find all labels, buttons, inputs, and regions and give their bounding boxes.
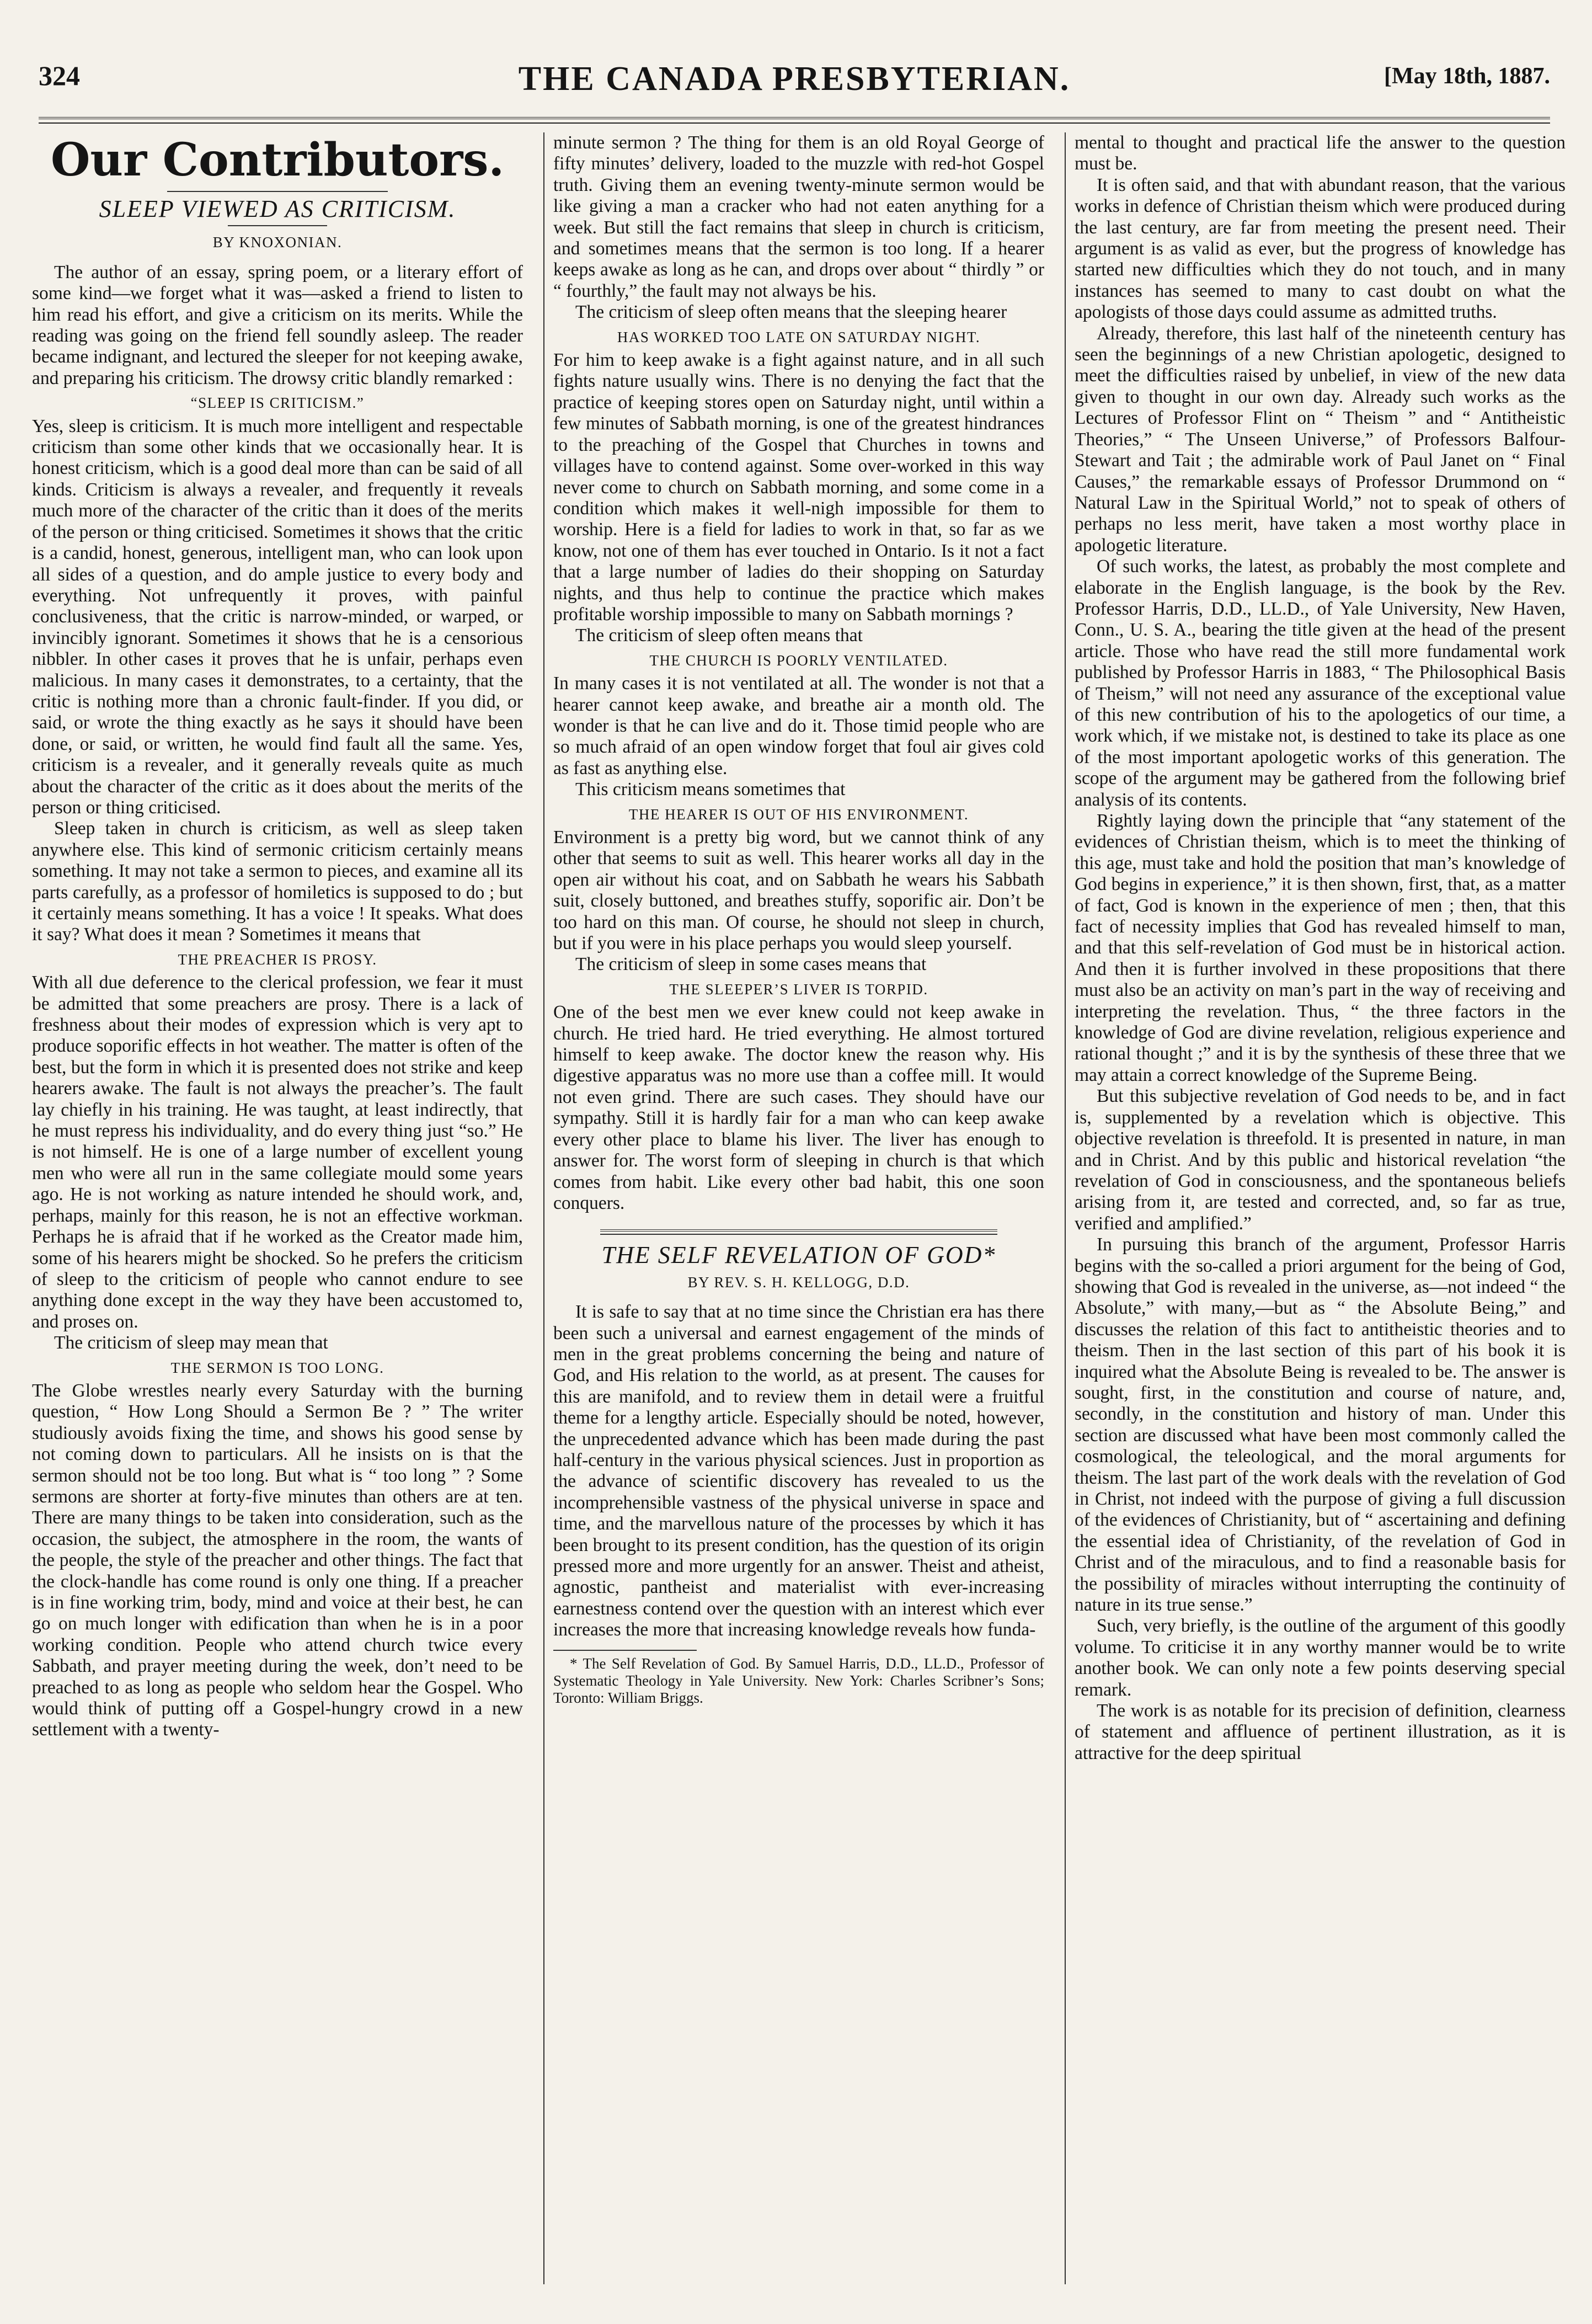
- subhead: THE SERMON IS TOO LONG.: [170, 1359, 384, 1376]
- paragraph: Rightly laying down the principle that “any statement of the evidences of Christian theism, which is to meet the thinking of this age, must take and hold the position that man’s knowledge of God begins in experience,” it is then shown, first, that, as a matter of fact, God is known in the experience of men ; then, that this fact of necessity implies that God has revealed himself to man, and that this self-revelation of God must be in historical action. And then it is further involved in these propositions that there must also be an activity on man’s part in the way of receiving and interpreting the revelation. Thus, “ the three factors in the knowledge of God are divine revelation, religious experience and rational thought ;” and it is by the synthesis of these three that we may attain a correct knowledge of the Supreme Being.: [1075, 811, 1566, 1085]
- paragraph: But this subjective revelation of God needs to be, and in fact is, supplemented by a revelation which is objective. This objective revelation is threefold. It is presented in nature, in man and in Christ. And by this public and historical revelation “the revelation of God in consciousness, and the spontaneous beliefs arising from it, are tested and corrected, and, so far as true, verified and amplified.”: [1075, 1086, 1566, 1234]
- column-3: [1075, 132, 1566, 2295]
- paragraph: In many cases it is not ventilated at all. The wonder is not that a hearer cannot keep awake, and breathe air a month old. The wonder is that he can live and do it. Those timid people who are so much afraid of an open window forget that foul air gives cold as fast as anything else.: [553, 673, 1044, 779]
- section-title: Our Contributors.: [50, 134, 505, 186]
- article-title: SLEEP VIEWED AS CRITICISM.: [99, 195, 456, 222]
- footnote-rule: [553, 1650, 697, 1651]
- column-divider: [543, 132, 544, 2284]
- column-1: [32, 132, 523, 2295]
- paragraph: This criticism means sometimes that: [575, 779, 846, 800]
- column-2: [553, 132, 1044, 2295]
- paragraph: mental to thought and practical life the answer to the question must be.: [1075, 132, 1566, 174]
- article-title: THE SELF REVELATION OF GOD*: [601, 1241, 996, 1269]
- paragraph: With all due deference to the clerical profession, we fear it must be admitted that some preachers are prosy. There is a lack of freshness about their modes of expression which is very apt to produce soporific effects in hot weather. The matter is often of the best, but the form in which it is presented does not strike and keep hearers awake. The fault is not always the preacher’s. The fault lay chiefly in his training. He was taught, at least indirectly, that he must repress his individuality, and do every thing just “so.” He is not himself. He is one of a large number of excellent young men who were all run in the same collegiate mould some years ago. He is not working as nature intended he should work, and, perhaps, mainly for this reason, he is not an effective workman. Perhaps he is afraid that if he worked as the Creator made him, some of his hearers might be shocked. So he prefers the criticism of sleep to the criticism of people who cannot endure to see anything done except in the way they have been accustomed to, and proses on.: [32, 972, 523, 1332]
- paragraph: The criticism of sleep in some cases means that: [575, 954, 927, 975]
- subhead: THE HEARER IS OUT OF HIS ENVIRONMENT.: [628, 806, 969, 823]
- page-header: [39, 60, 1550, 109]
- paragraph: The Globe wrestles nearly every Saturday with the burning question, “ How Long Should a Sermon Be ? ” The writer studiously avoids fixing the time, and shows his good sense by not coming down to particulars. All he insists on is that the sermon should not be too long. But what is “ too long ” ? Some sermons are shorter at forty-five minutes than others are at ten. There are many things to be taken into consideration, such as the occasion, the subject, the atmosphere in the room, the wants of the people, the style of the preacher and other things. The fact that the clock-handle has come round is only one thing. If a preacher is in fine working trim, body, mind and voice at their best, he can go on much longer with edification than when he is in a poor working condition. People who attend church twice every Sabbath, and prayer meeting during the week, don’t need to be preached to as long as people who seldom hear the Gospel. Who would think of putting off a Gospel-hungry crowd in a new settlement with a twenty-: [32, 1380, 523, 1740]
- paragraph: Environment is a pretty big word, but we cannot think of any other that seems to suit as well. This hearer works all day in the open air without his coat, and on Sabbath he wears his Sabbath suit, closely buttoned, and breathes stuffy, soporific air. Don’t be too hard on this man. Of course, he should not sleep in church, but if you were in his place perhaps you would sleep yourself.: [553, 827, 1044, 954]
- paragraph: Already, therefore, this last half of the nineteenth century has seen the beginnings of a new Christian apologetic, designed to meet the difficulties raised by unbelief, in view of the new data given to thought in our own day. Already such works as the Lectures of Professor Flint on “ Theism ” and “ Antitheistic Theories,” “ The Unseen Universe,” of Professors Balfour-Stewart and Tait ; the admirable work of Paul Janet on “ Final Causes,” the remarkable essays of Professor Drummond on “ Natural Law in the Spiritual World,” not to speak of others of perhaps no less merit, have taken a most worthy place in apologetic literature.: [1075, 323, 1566, 556]
- paragraph: Of such works, the latest, as probably the most complete and elaborate in the English language, is the book by the Rev. Professor Harris, D.D., LL.D., of Yale University, New Haven, Conn., U. S. A., bearing the title given at the head of the present article. Those who have read the still more fundamental work published by Professor Harris in 1883, “ The Philosophical Basis of Theism,” will not need any assurance of the exceptional value of this new contribution of his to the apologetics of our time, a work which, if we mistake not, is destined to take its place as one of the most important apologetic works of this generation. The scope of the argument may be gathered from the following brief analysis of its contents.: [1075, 556, 1566, 810]
- paragraph: The author of an essay, spring poem, or a literary effort of some kind—we forget what it was—asked a friend to listen to him read his effort, and give a criticism on its merits. While the reading was going on the friend fell soundly asleep. The reader became indignant, and lectured the sleeper for not keeping awake, and preparing his criticism. The drowsy critic blandly remarked :: [32, 262, 523, 388]
- paragraph: It is often said, and that with abundant reason, that the various works in defence of Christian theism which were produced during the last century, are far from meeting the present need. Their argument is as valid as ever, but the progress of knowledge has started new difficulties which they do not touch, and in many instances has seemed to many to cast doubt on what the apologists of those days could assume as admitted truths.: [1075, 174, 1566, 323]
- paragraph: Sleep taken in church is criticism, as well as sleep taken anywhere else. This kind of sermonic criticism certainly means something. It may not take a sermon to pieces, and examine all its parts carefully, as a professor of homiletics is supposed to do ; but it certainly means something. It has a voice ! It speaks. What does it say? What does it mean ? Sometimes it means that: [32, 818, 523, 945]
- paragraph: Yes, sleep is criticism. It is much more intelligent and respectable criticism than some other kinds that we occasionally hear. It is honest criticism, which is a good deal more than can be said of all kinds. Criticism is always a revealer, and frequently it reveals much more of the character of the critic than it does of the merits of the person or thing criticised. Sometimes it shows that the critic is a candid, honest, generous, intelligent man, who can look upon all sides of a question, and do ample justice to every body and everything. Not unfrequently it proves, with painful conclusiveness, that the critic is narrow-minded, or warped, or invincibly ignorant. Sometimes it shows that he is a censorious nibbler. In other cases it proves that he is unfair, perhaps even malicious. In many cases it demonstrates, to a certainty, that the critic is nothing more than a chronic fault-finder. If you did, or said, or wrote the thing exactly as he says it should have been done, or said, or written, he would find fault all the same. Yes, criticism is a revealer, and it generally reveals quite as much about the character of the critic as it does about the merits of the person or thing criticised.: [32, 415, 523, 818]
- paragraph: Such, very briefly, is the outline of the argument of this goodly volume. To criticise it in any worthy manner would be to write another book. We can only note a few points deserving special remark.: [1075, 1616, 1566, 1700]
- paragraph: The criticism of sleep often means that: [575, 625, 863, 646]
- article-byline: BY REV. S. H. KELLOGG, D.D.: [687, 1273, 910, 1291]
- header-rule: [39, 117, 1550, 124]
- title-underline: [228, 225, 327, 226]
- subhead: THE PREACHER IS PROSY.: [178, 951, 377, 968]
- paragraph: In pursuing this branch of the argument, Professor Harris begins with the so-called a priori argument for the being of God, showing that God is revealed in the universe, as—not indeed “ the Absolute,” with many,—but as “ the Absolute Being,” and discusses the relation of this fact to antitheistic theories and to theism. Then in the last section of this part of his book it is inquired what the Absolute Being is revealed to be. The answer is sought, first, in the constitution and course of nature, and, secondly, in the constitution and history of man. Under this section are discussed what have been most commonly called the cosmological, the teleological, and the moral arguments for theism. The last part of the work deals with the revelation of God in Christ, not indeed with the purpose of giving a full discussion of the evidences of Christianity, but of “ ascertaining and defining the essential idea of Christianity, of the revelation of God in Christ and of the miraculous, and to find a reasonable basis for the possibility of miracles without interrupting the continuity of nature in its true sense.”: [1075, 1234, 1566, 1616]
- subhead: “SLEEP IS CRITICISM.”: [190, 395, 365, 412]
- masthead: THE CANADA PRESBYTERIAN.: [518, 60, 1071, 98]
- page-number: 324: [39, 60, 80, 91]
- subhead: HAS WORKED TOO LATE ON SATURDAY NIGHT.: [617, 328, 981, 345]
- paragraph: The criticism of sleep often means that the sleeping hearer: [575, 302, 1007, 323]
- column-divider: [1065, 132, 1066, 2284]
- article-separator: [600, 1229, 997, 1235]
- paragraph: The work is as notable for its precision of definition, clearness of statement and affluence of pertinent illustration, as it is attractive for the deep spiritual: [1075, 1701, 1566, 1763]
- issue-date: [May 18th, 1887.: [1384, 63, 1550, 89]
- title-rule: [167, 191, 388, 192]
- subhead: THE SLEEPER’S LIVER IS TORPID.: [669, 980, 928, 998]
- footnote: * The Self Revelation of God. By Samuel Harris, D.D., LL.D., Professor of Systematic Theology in Yale University. New York: Charles Scribner’s Sons; Toronto: William Briggs.: [553, 1655, 1044, 1706]
- paragraph: For him to keep awake is a fight against nature, and in all such fights nature usually wins. There is no denying the fact that the practice of keeping stores open on Saturday night, until within a few minutes of Sabbath morning, is one of the greatest hindrances to the preaching of the Gospel that Churches in towns and villages have to contend against. Some over-worked in this way never come to church on Sabbath morning, and some come in a condition which makes it well-nigh impossible for them to worship. Here is a field for ladies to work in that, so far as we know, not one of them has ever touched in Ontario. Is it not a fact that a large number of ladies do their shopping on Saturday nights, and thus help to continue the practice which makes profitable worship impossible to many on Sabbath mornings ?: [553, 350, 1044, 625]
- paragraph: It is safe to say that at no time since the Christian era has there been such a universal and earnest engagement of the minds of men in the great problems concerning the being and nature of God, and His relation to the world, as at present. The causes for this are manifold, and to review them in detail were a fruitful theme for a lengthy article. Especially should be noted, however, the unprecedented advance which has been made during the past half-century in the various physical sciences. Just in proportion as the advance of scientific discovery has revealed to us the incomprehensible vastness of the physical universe in space and time, and the marvellous nature of the processes by which it has been brought to its present condition, has the question of its origin pressed more and more urgently for an answer. Theist and atheist, agnostic, pantheist and materialist with ever-increasing earnestness contend over the question with an interest which ever increases the more that increasing knowledge reveals how funda-: [553, 1302, 1044, 1640]
- paragraph: minute sermon ? The thing for them is an old Royal George of fifty minutes’ delivery, loaded to the muzzle with red-hot Gospel truth. Giving them an evening twenty-minute sermon would be like giving a man a cracker who had not eaten anything for a week. But still the fact remains that sleep in church is criticism, and sometimes means that the sermon is too long. If a hearer keeps awake as long as he can, and drops over about “ thirdly ” or “ fourthly,” the fault may not always be his.: [553, 132, 1044, 301]
- paragraph: One of the best men we ever knew could not keep awake in church. He tried hard. He tried everything. He almost tortured himself to keep awake. The doctor knew the reason why. His digestive apparatus was no more use than a coffee mill. It would not even grind. There are such cases. They should have our sympathy. Still it is hardly fair for a man who can keep awake every other place to blame his liver. The liver has enough to answer for. The worst form of sleeping in church is that which comes from habit. Like every other bad habit, this one soon conquers.: [553, 1002, 1044, 1213]
- paragraph: The criticism of sleep may mean that: [54, 1332, 328, 1353]
- subhead: THE CHURCH IS POORLY VENTILATED.: [649, 652, 948, 669]
- article-byline: BY KNOXONIAN.: [212, 234, 343, 251]
